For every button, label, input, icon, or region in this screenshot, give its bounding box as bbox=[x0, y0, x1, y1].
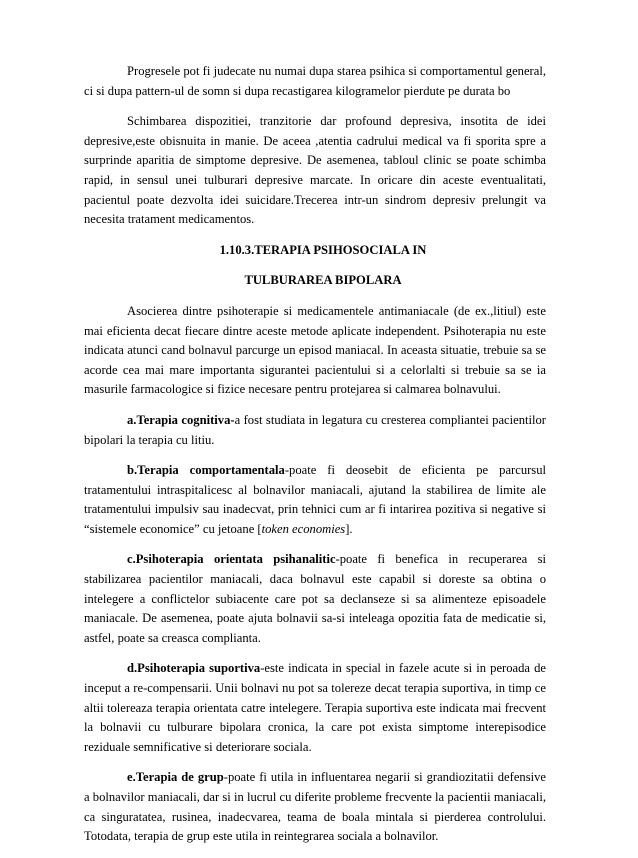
paragraph-mood-change bbox=[84, 112, 546, 230]
paragraph-psychoanalytic-therapy bbox=[84, 550, 546, 648]
document-page bbox=[84, 62, 546, 858]
behavioral-therapy-title: b.Terapia comportamentala bbox=[127, 463, 285, 478]
paragraph-intro-text: Asocierea dintre psihoterapie si medicamentele antimaniacale (de ex.,litiul) este mai eficienta decat fiecare dintre aceste metode aplicate independent. Psihoterapia nu este indicata atunci cand bolnavul parcurge un episod maniacal. In aceasta situatie, trebuie sa se acorde cea mai mare importanta sigurantei pacientului si a celorlalti si trebuie sa se ia masurile farmacologice si fizice necesare pentru protejarea si calmarea bolnavului. bbox=[84, 303, 546, 397]
behavioral-therapy-italic: token economies bbox=[261, 521, 346, 536]
paragraph-progress-text: Progresele pot fi judecate nu numai dupa starea psihica si comportamentul general, ci si dupa pattern-ul de somn si dupa recastigarea kilogramelor pierdute pe durata bo bbox=[84, 64, 546, 98]
psychoanalytic-therapy-title: c.Psihoterapia orientata psihanalitic bbox=[127, 552, 336, 567]
behavioral-therapy-end: ]. bbox=[345, 521, 353, 536]
supportive-therapy-title: d.Psihoterapia suportiva bbox=[127, 661, 261, 676]
section-heading-line2: TULBURAREA BIPOLARA bbox=[244, 273, 402, 288]
paragraph-mood-change-text: Schimbarea dispozitiei, tranzitorie dar profound depresiva, insotita de idei depresive,este obisnuita in manie. De aceea ,atentia cadrului medical va fi sporita spre a surprinde aparitia de simptome depresive. De asemenea, tabloul clinic se poate schimba rapid, in sensul unei tulburari depresive marcate. In oricare din aceste eventualitati, pacientul poate dezvolta idei suicidare.Trecerea intr-un sindrom depresiv prelungit va necesita tratament medicamentos. bbox=[84, 114, 546, 227]
cognitive-therapy-title: a.Terapia cognitiva- bbox=[127, 412, 235, 427]
paragraph-intro bbox=[84, 302, 546, 400]
section-heading-line1: 1.10.3.TERAPIA PSIHOSOCIALA IN bbox=[219, 242, 427, 257]
paragraph-behavioral-therapy bbox=[84, 461, 546, 539]
behavioral-therapy-text: -poate fi deosebit de eficienta pe parcursul tratamentului intraspitalicesc al bolnavilor maniacali, ajutand la stabilirea de limite ale tratamentului impulsiv sau inadecvat, prin tehnici cum ar fi intarirea pozitiva si negative si “sistemele economice” cu jetoane [ bbox=[84, 463, 547, 536]
paragraph-supportive-therapy bbox=[84, 659, 546, 757]
supportive-therapy-text: -este indicata in special in fazele acute si in peroada de inceput a re-compensarii. Unii bolnavi nu pot sa tolereze decat terapia suportiva, in timp ce altii tolereaza terapia orientata catre intelegere. Terapia suportiva este indicata mai frecvent la bolnavii cu tulburare bipolara cronica, la care pot exista simptome interepisodice reziduale semnificative si deteriorare sociala. bbox=[84, 661, 546, 754]
psychoanalytic-therapy-text: -poate fi benefica in recuperarea si stabilizarea pacientilor maniacali, daca bolnavul este capabil si doreste sa obtina o intelegere a conflictelor subiacente care pot sa declanseze si sa alimenteze episoadele maniacale. De asemenea, poate ajuta bolnavii sa-si inteleaga opozitia fata de medicatie si, astfel, poate sa creasca complianta. bbox=[84, 552, 546, 645]
group-therapy-text: -poate fi utila in influentarea negarii si grandiozitatii defensive a bolnavilor maniacali, dar si in lucrul cu diferite probleme frecvente la pacientii maniacali, ca singuratatea, rusinea, inadecvarea, teama de boala mintala si pierderea controlului. Totodata, terapia de grup este utila in reintegrarea sociala a bolnavilor. bbox=[84, 770, 546, 844]
paragraph-group-therapy bbox=[84, 768, 546, 846]
cognitive-therapy-text: a fost studiata in legatura cu cresterea compliantei pacientilor bipolari la terapia cu litiu. bbox=[84, 412, 546, 447]
paragraph-progress bbox=[84, 62, 546, 101]
paragraph-cognitive-therapy bbox=[84, 411, 546, 450]
group-therapy-title: e.Terapia de grup bbox=[127, 770, 224, 785]
